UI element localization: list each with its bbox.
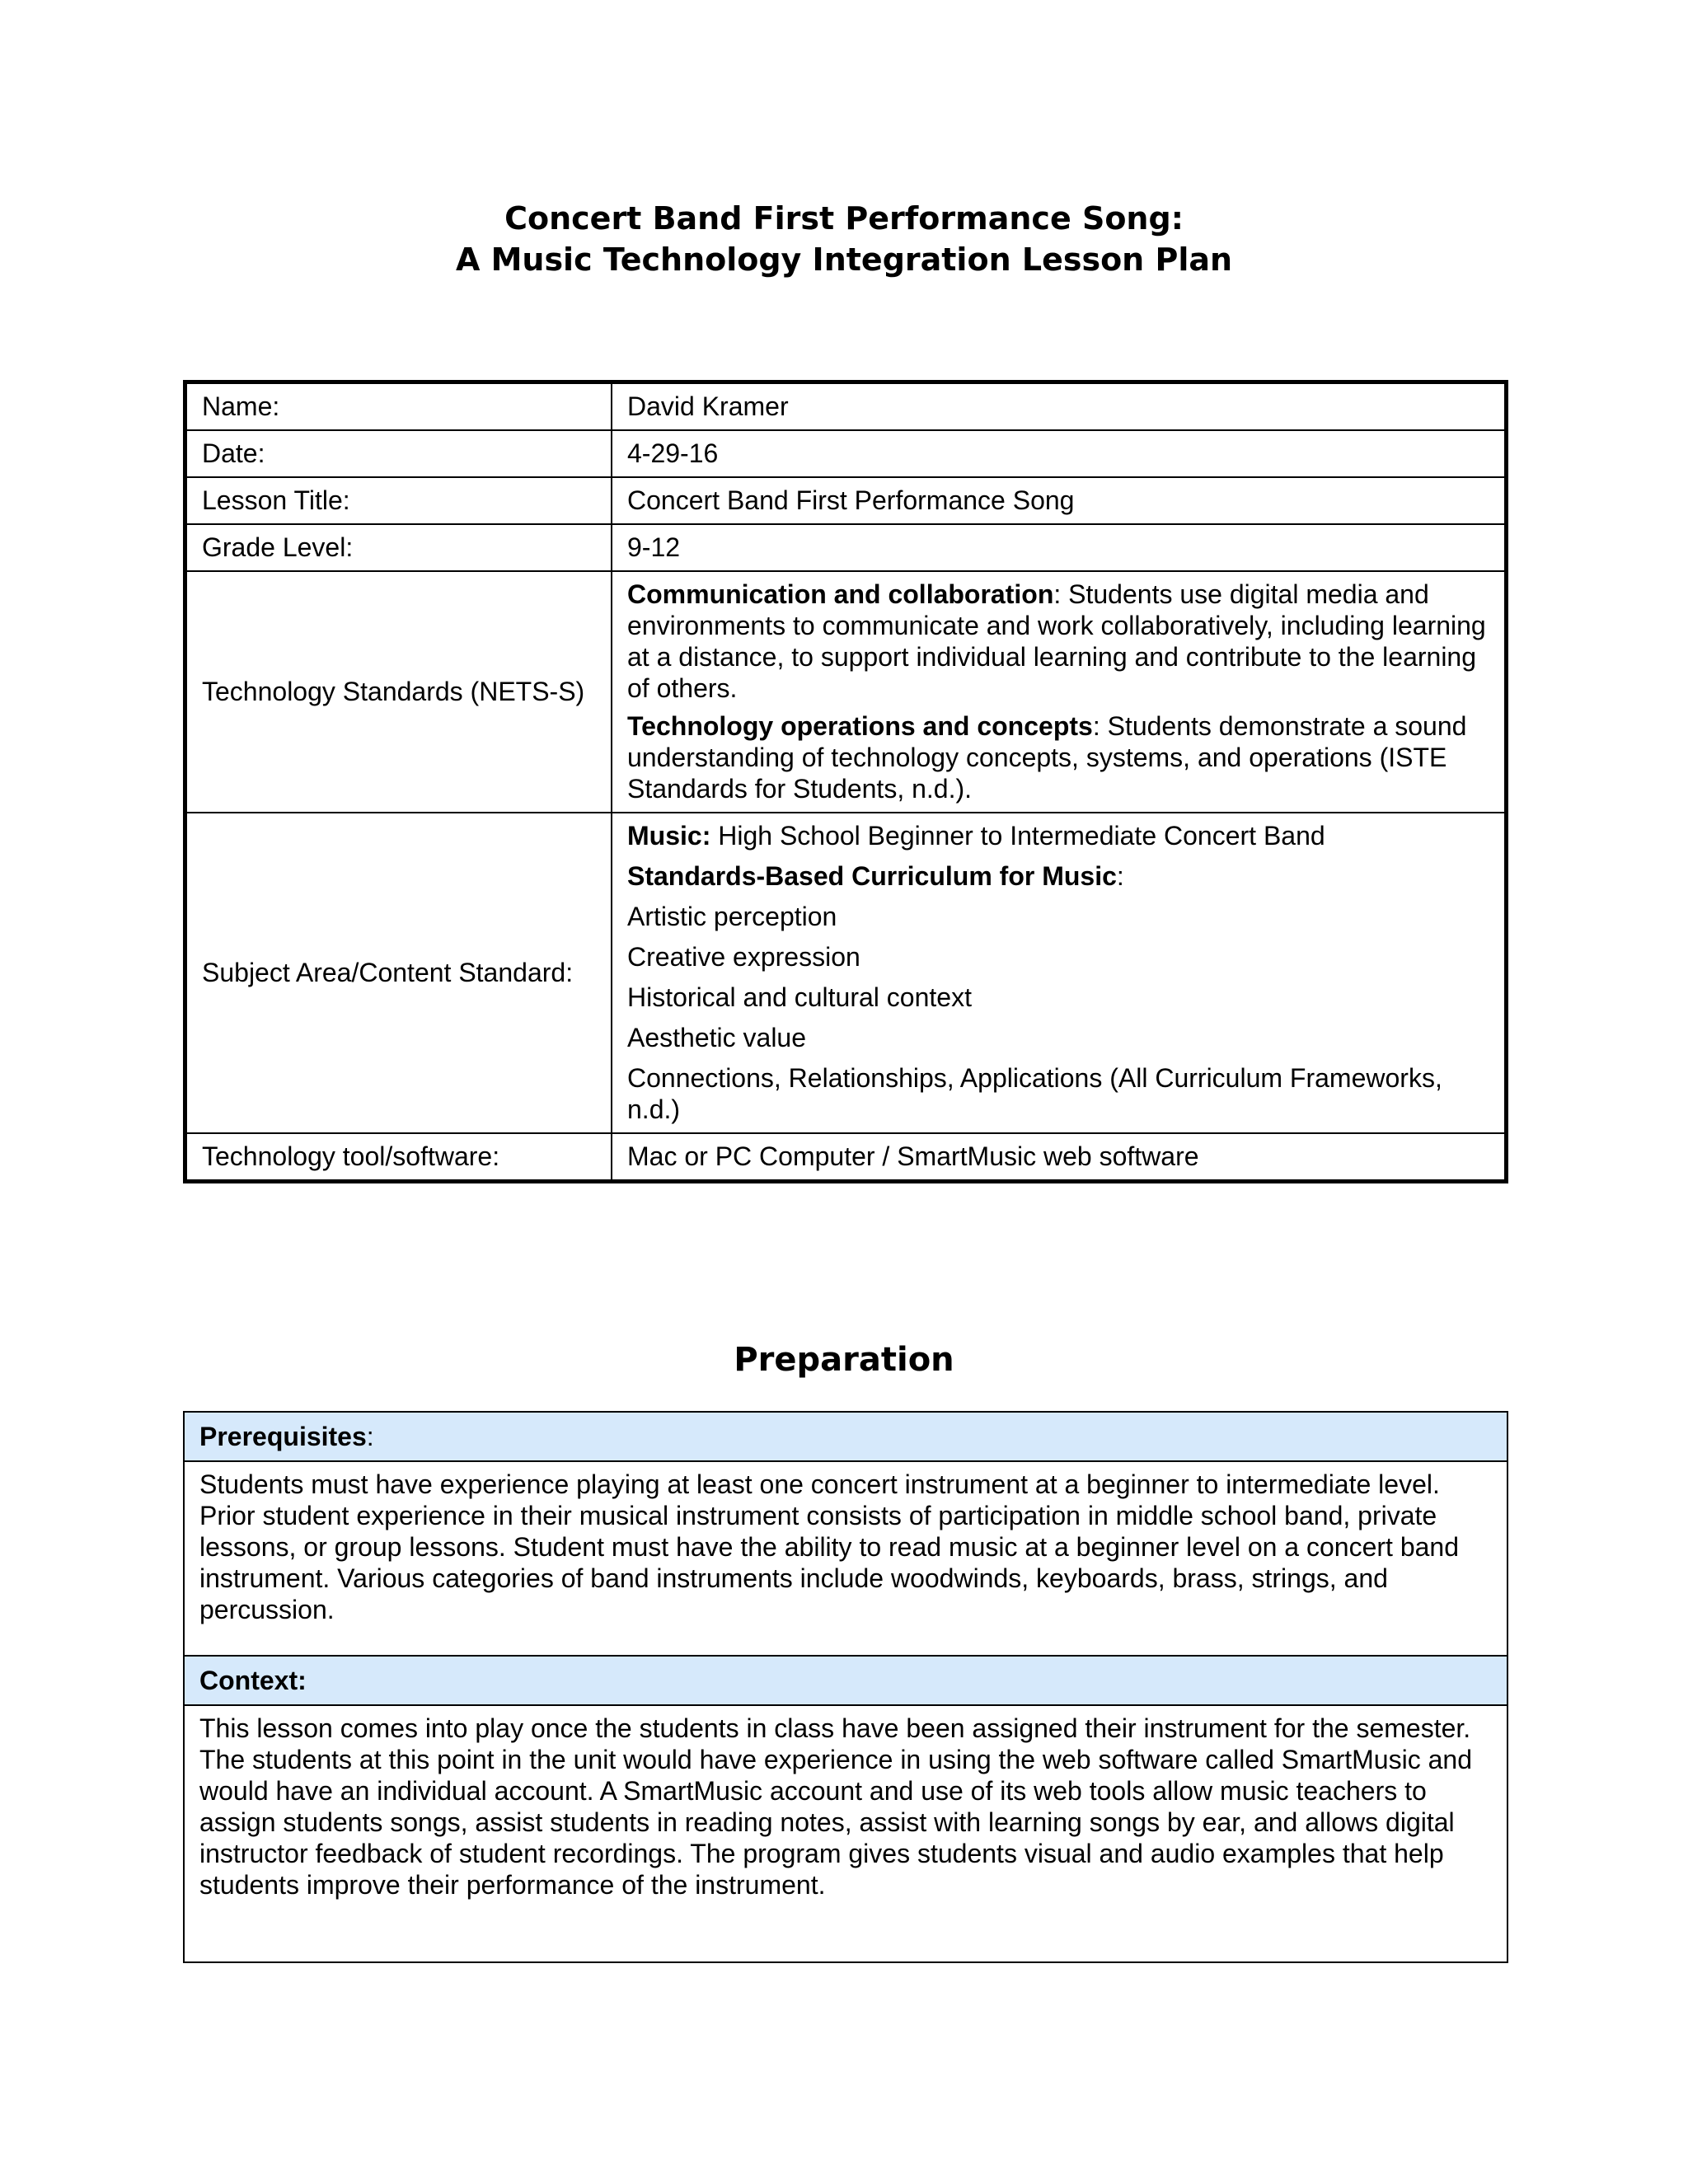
context-text: This lesson comes into play once the students in class have been assigned their instrument for the semester. The students at this point in the unit would have experience in using the web software called SmartMusic and would have an individual account. A SmartMusic account and use of its web tools allow music teachers to assign students songs, assist students in reading notes, assist with learning songs by ear, and allows digital instructor feedback of student recordings. The program gives students visual and audio examples that help students improve their performance of the instrument. bbox=[184, 1705, 1507, 1962]
date-value: 4-29-16 bbox=[612, 430, 1507, 477]
table-row bbox=[184, 1656, 1507, 1705]
table-row bbox=[184, 1705, 1507, 1962]
list-item: Artistic perception bbox=[627, 902, 837, 931]
tech-tool-value: Mac or PC Computer / SmartMusic web software bbox=[612, 1133, 1507, 1182]
subject-curriculum-title: Standards-Based Curriculum for Music bbox=[627, 861, 1117, 891]
tech-standards-label: Technology Standards (NETS-S) bbox=[185, 571, 612, 813]
table-row bbox=[185, 571, 1507, 813]
list-item: Connections, Relationships, Applications (All Curriculum Frameworks, n.d.) bbox=[627, 1063, 1442, 1124]
grade-level-label: Grade Level: bbox=[185, 524, 612, 571]
tech-standard-2-title: Technology operations and concepts bbox=[627, 711, 1093, 741]
name-value: David Kramer bbox=[612, 382, 1507, 431]
subject-music-text: High School Beginner to Intermediate Concert Band bbox=[710, 821, 1325, 851]
title-line-2: A Music Technology Integration Lesson Plan bbox=[455, 241, 1233, 278]
subject-music bbox=[627, 820, 1491, 851]
context-label: Context: bbox=[199, 1666, 307, 1695]
lesson-title-value: Concert Band First Performance Song bbox=[612, 477, 1507, 524]
name-label: Name: bbox=[185, 382, 612, 431]
list-item: Aesthetic value bbox=[627, 1023, 807, 1052]
table-row bbox=[185, 477, 1507, 524]
preparation-table bbox=[183, 1411, 1508, 1963]
tech-standard-1 bbox=[627, 579, 1491, 704]
table-row bbox=[185, 1133, 1507, 1182]
subject-area-value bbox=[612, 813, 1507, 1133]
date-label: Date: bbox=[185, 430, 612, 477]
table-row bbox=[185, 524, 1507, 571]
tech-standards-value bbox=[612, 571, 1507, 813]
table-row bbox=[185, 813, 1507, 1133]
table-row bbox=[184, 1412, 1507, 1461]
table-row bbox=[185, 430, 1507, 477]
page-title bbox=[0, 198, 1688, 280]
subject-curriculum bbox=[627, 860, 1491, 892]
tech-tool-label: Technology tool/software: bbox=[185, 1133, 612, 1182]
tech-standard-2-text: : Students demonstrate a sound understanding of technology concepts, systems, and operations (ISTE Standards for Students, n.d.). bbox=[627, 711, 1467, 804]
table-row bbox=[185, 382, 1507, 431]
list-item: Creative expression bbox=[627, 942, 860, 972]
preparation-heading: Preparation bbox=[734, 1341, 954, 1379]
prerequisites-header bbox=[184, 1412, 1507, 1461]
grade-level-value: 9-12 bbox=[612, 524, 1507, 571]
lesson-info-table bbox=[183, 380, 1508, 1183]
tech-standard-1-title: Communication and collaboration bbox=[627, 579, 1054, 609]
tech-standard-2 bbox=[627, 710, 1491, 804]
title-line-1: Concert Band First Performance Song: bbox=[504, 200, 1184, 237]
prerequisites-label: Prerequisites bbox=[199, 1422, 367, 1451]
subject-curriculum-colon: : bbox=[1116, 861, 1124, 891]
subject-area-label: Subject Area/Content Standard: bbox=[185, 813, 612, 1133]
lesson-title-label: Lesson Title: bbox=[185, 477, 612, 524]
context-header bbox=[184, 1656, 1507, 1705]
table-row bbox=[184, 1461, 1507, 1656]
prerequisites-colon: : bbox=[366, 1422, 374, 1451]
subject-music-title: Music: bbox=[627, 821, 711, 851]
tech-standard-1-text: : Students use digital media and environments to communicate and work collaboratively, including learning at a distance, to support individual learning and contribute to the learning of others. bbox=[627, 579, 1486, 703]
list-item: Historical and cultural context bbox=[627, 982, 972, 1012]
prerequisites-text: Students must have experience playing at least one concert instrument at a beginner to intermediate level. Prior student experience in their musical instrument consists of participation in middle school band, private lessons, or group lessons. Student must have the ability to read music at a beginner level on a concert band instrument. Various categories of band instruments include woodwinds, keyboards, brass, strings, and percussion. bbox=[184, 1461, 1507, 1656]
